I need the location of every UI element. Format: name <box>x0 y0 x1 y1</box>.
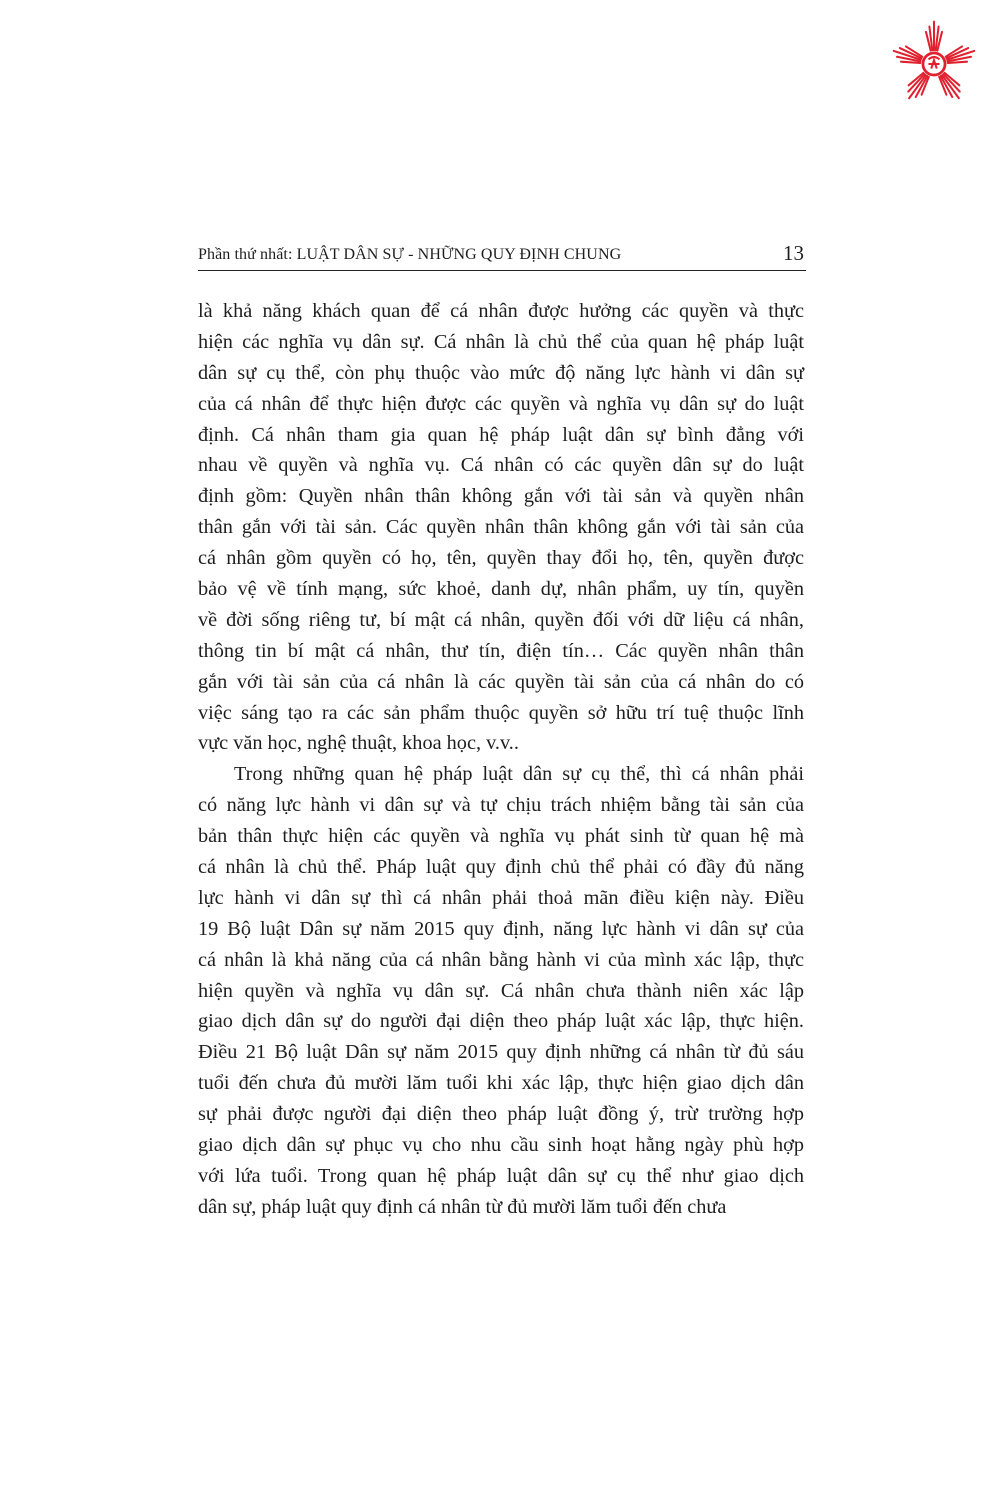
text-line: 19 Bộ luật Dân sự năm 2015 quy định, năng lực hành vi dân sự của <box>198 917 804 940</box>
running-header <box>198 240 806 271</box>
text-line: tuổi đến chưa đủ mười lăm tuổi khi xác lập, thực hiện giao dịch dân <box>198 1072 804 1095</box>
publisher-star-logo-icon <box>888 18 980 110</box>
text-line: dân sự cụ thể, còn phụ thuộc vào mức độ năng lực hành vi dân sự <box>198 361 804 384</box>
text-line: cá nhân là chủ thể. Pháp luật quy định chủ thể phải có đầy đủ năng <box>198 856 804 879</box>
text-line: việc sáng tạo ra các sản phẩm thuộc quyền sở hữu trí tuệ thuộc lĩnh <box>198 701 804 724</box>
text-line: vực văn học, nghệ thuật, khoa học, v.v.. <box>198 732 519 755</box>
page-number: 13 <box>783 241 804 265</box>
text-line: về đời sống riêng tư, bí mật cá nhân, quyền đối với dữ liệu cá nhân, <box>198 608 804 631</box>
text-line: cá nhân gồm quyền có họ, tên, quyền thay đổi họ, tên, quyền được <box>198 547 804 570</box>
text-line: với lứa tuổi. Trong quan hệ pháp luật dân sự cụ thể như giao dịch <box>198 1164 804 1187</box>
text-line: Điều 21 Bộ luật Dân sự năm 2015 quy định những cá nhân từ đủ sáu <box>198 1041 804 1064</box>
text-line: có năng lực hành vi dân sự và tự chịu trách nhiệm bằng tài sản của <box>198 794 804 817</box>
text-line: cá nhân là khả năng của cá nhân bằng hành vi của mình xác lập, thực <box>198 948 804 971</box>
text-line: thân gắn với tài sản. Các quyền nhân thân không gắn với tài sản của <box>198 516 804 539</box>
text-line: sự phải được người đại diện theo pháp luật đồng ý, trừ trường hợp <box>198 1103 804 1126</box>
text-line: của cá nhân để thực hiện được các quyền và nghĩa vụ dân sự do luật <box>198 392 804 415</box>
paragraph <box>198 759 804 1222</box>
text-line: dân sự, pháp luật quy định cá nhân từ đủ mười lăm tuổi đến chưa <box>198 1195 727 1218</box>
text-line: bảo vệ về tính mạng, sức khoẻ, danh dự, nhân phẩm, uy tín, quyền <box>198 578 804 601</box>
text-line: thông tin bí mật cá nhân, thư tín, điện tín… Các quyền nhân thân <box>198 639 804 662</box>
text-line: Trong những quan hệ pháp luật dân sự cụ thể, thì cá nhân phải <box>234 763 804 786</box>
text-line: gắn với tài sản của cá nhân là các quyền tài sản của cá nhân do có <box>198 670 804 693</box>
text-line: nhau về quyền và nghĩa vụ. Cá nhân có các quyền dân sự do luật <box>198 454 804 477</box>
body-text <box>198 296 804 1223</box>
running-title: Phần thứ nhất: LUẬT DÂN SỰ - NHỮNG QUY ĐỊNH CHUNG <box>198 246 622 263</box>
text-line: giao dịch dân sự do người đại diện theo pháp luật xác lập, thực hiện. <box>198 1010 804 1033</box>
text-line: bản thân thực hiện các quyền và nghĩa vụ phát sinh từ quan hệ mà <box>198 825 804 848</box>
text-line: định gồm: Quyền nhân thân không gắn với tài sản và quyền nhân <box>198 485 804 508</box>
text-line: hiện các nghĩa vụ dân sự. Cá nhân là chủ thể của quan hệ pháp luật <box>198 330 804 353</box>
text-line: hiện quyền và nghĩa vụ dân sự. Cá nhân chưa thành niên xác lập <box>198 979 804 1002</box>
text-line: lực hành vi dân sự thì cá nhân phải thoả mãn điều kiện này. Điều <box>198 886 804 909</box>
text-line: giao dịch dân sự phục vụ cho nhu cầu sinh hoạt hằng ngày phù hợp <box>198 1134 804 1157</box>
text-line: là khả năng khách quan để cá nhân được hưởng các quyền và thực <box>198 300 804 322</box>
text-line: định. Cá nhân tham gia quan hệ pháp luật dân sự bình đẳng với <box>198 423 804 446</box>
paragraph <box>198 296 804 759</box>
